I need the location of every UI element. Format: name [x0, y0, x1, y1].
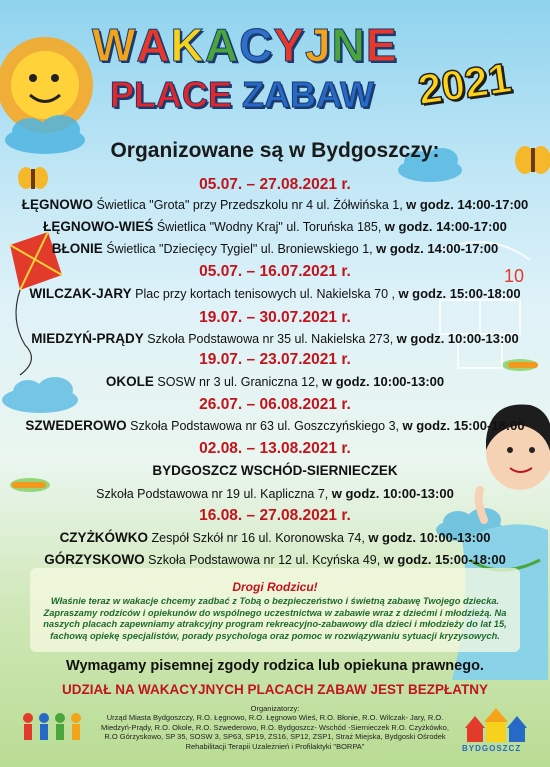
schedule-location	[0, 331, 550, 346]
schedule-location	[0, 530, 550, 545]
location-address: Szkoła Podstawowa nr 63 ul. Goszczyńskiego 3,	[126, 419, 403, 433]
location-address: Szkoła Podstawowa nr 35 ul. Nakielska 273,	[143, 332, 397, 346]
location-hours: w godz. 10:00-13:00	[322, 374, 445, 389]
location-name: ŁĘGNOWO	[21, 197, 93, 212]
location-hours: w godz. 14:00-17:00	[406, 197, 529, 212]
location-address: Szkoła Podstawowa nr 12 ul. Kcyńska 49,	[144, 553, 384, 567]
location-address: Świetlica "Wodny Kraj" ul. Toruńska 185,	[153, 220, 385, 234]
schedule-date: 02.08. – 13.08.2021 r.	[199, 440, 351, 457]
title-letter: W	[92, 19, 137, 71]
organizers-list: Urząd Miasta Bydgoszczy, R.O. Łęgnowo, R.O. Łęgnowo Wieś, R.O. Błonie, R.O. Wilczak- Jary, R.O. Miedzyń-Prądy, R.O. Okole, R.O. Szwederowo, R.O. Bydgoszcz- Wschód -Siernieczek R.O. Czyżkówko, R.O Górzyskowo, SP 35, SOSW 3, SP63, SP19, ZS16, SP12, ZSP1, Straż Miejska, Bydgoski Ośrodek Rehabilitacji Terapii Uzależnień i Profilaktyki "BORPA"	[101, 713, 449, 751]
title-letter: J	[305, 19, 332, 71]
schedule-location	[0, 418, 550, 433]
location-address: SOSW nr 3 ul. Graniczna 12,	[153, 375, 323, 389]
schedule-date: 19.07. – 30.07.2021 r.	[199, 309, 351, 326]
free-participation: UDZIAŁ NA WAKACYJNYCH PLACACH ZABAW JEST BEZPŁATNY	[61, 682, 488, 697]
schedule-location	[0, 552, 550, 567]
location-hours: w godz. 15:00-18:00	[402, 418, 525, 433]
location-address: Świetlica "Dziecięcy Tygiel" ul. Broniewskiego 1,	[102, 242, 377, 256]
location-address: Świetlica "Grota" przy Przedszkolu nr 4 ul. Żółwińska 1,	[92, 198, 407, 212]
bydgoszcz-logo-text: BYDGOSZCZ	[462, 744, 522, 753]
title-zabaw: ZABAW	[242, 74, 375, 115]
bydgoszcz-logo-icon	[465, 708, 527, 742]
schedule-date: 19.07. – 23.07.2021 r.	[199, 351, 351, 368]
notice-heading: Drogi Rodzicu!	[232, 580, 318, 594]
location-hours: w godz. 10:00-13:00	[331, 486, 454, 501]
schedule-location	[0, 374, 550, 389]
sun-icon	[0, 37, 93, 133]
location-hours: w godz. 15:00-18:00	[398, 286, 521, 301]
schedule-location	[0, 197, 550, 212]
location-address: Zespół Szkół nr 16 ul. Koronowska 74,	[148, 531, 369, 545]
title-letter: N	[331, 19, 366, 71]
location-name: ŁĘGNOWO-WIEŚ	[43, 219, 154, 234]
title-letter: Y	[273, 19, 306, 71]
location-name: CZYŻKÓWKO	[59, 530, 149, 545]
schedule-location	[0, 486, 550, 501]
location-name: SZWEDEROWO	[25, 418, 127, 433]
location-hours: w godz. 14:00-17:00	[376, 241, 499, 256]
title-letter: K	[170, 19, 205, 71]
schedule-date: 26.07. – 06.08.2021 r.	[199, 396, 351, 413]
consent-requirement: Wymagamy pisemnej zgody rodzica lub opiekuna prawnego.	[66, 658, 484, 674]
title-letter: E	[365, 19, 398, 71]
schedule-date: 16.08. – 27.08.2021 r.	[199, 507, 351, 524]
subtitle: Organizowane są w Bydgoszczy:	[110, 139, 440, 162]
schedule-date: 05.07. – 16.07.2021 r.	[199, 263, 351, 280]
title-letter: C	[239, 19, 274, 71]
schedule-location	[0, 241, 550, 256]
location-name: OKOLE	[105, 374, 154, 389]
title-place-zabaw	[110, 74, 374, 116]
location-name: MIEDZYŃ-PRĄDY	[31, 331, 144, 346]
location-address: Plac przy kortach tenisowych ul. Nakielska 70 ,	[131, 287, 399, 301]
location-address: Szkoła Podstawowa nr 19 ul. Kapliczna 7,	[96, 487, 332, 501]
location-name: WILCZAK-JARY	[29, 286, 132, 301]
schedule-location	[0, 219, 550, 234]
title-letter: A	[136, 19, 171, 71]
notice-text: Właśnie teraz w wakacje chcemy zadbać z Tobą o bezpieczeństwo i świetną zabawę Twojego dziecka. Zapraszamy rodziców i opiekunów do wspólnego uczestnictwa w zabawie wraz z dziećmi i młodzieżą. Na naszych placach zapewniamy atrakcyjny program rekreacyjno-zabawowy dla dzieci i młodzieży do lat 15, fachową opiekę specjalistów, porady psychologa oraz pomoc w rozwiązywaniu sytuacji kryzysowych.	[43, 596, 507, 641]
location-hours: w godz. 10:00-13:00	[368, 530, 491, 545]
location-name: GÓRZYSKOWO	[44, 552, 145, 567]
location-hours: w godz. 15:00-18:00	[383, 552, 506, 567]
schedule-date: 05.07. – 27.08.2021 r.	[199, 176, 351, 193]
title-wakacyjne	[92, 18, 398, 72]
doodle-number: 10	[504, 266, 525, 286]
title-place: PLACE	[110, 74, 233, 115]
title-letter: A	[204, 19, 240, 71]
title-year: 2021	[415, 53, 515, 114]
schedule-location	[0, 286, 550, 301]
children-logo-icon	[23, 713, 81, 740]
organizers-heading: Organizatorzy:	[250, 704, 300, 713]
chalk-doodle-icon	[440, 242, 530, 368]
location-name: BŁONIE	[51, 241, 103, 256]
schedule-location	[0, 463, 550, 478]
location-name: BYDGOSZCZ WSCHÓD-SIERNIECZEK	[152, 463, 398, 478]
location-hours: w godz. 10:00-13:00	[396, 331, 519, 346]
location-hours: w godz. 14:00-17:00	[384, 219, 507, 234]
